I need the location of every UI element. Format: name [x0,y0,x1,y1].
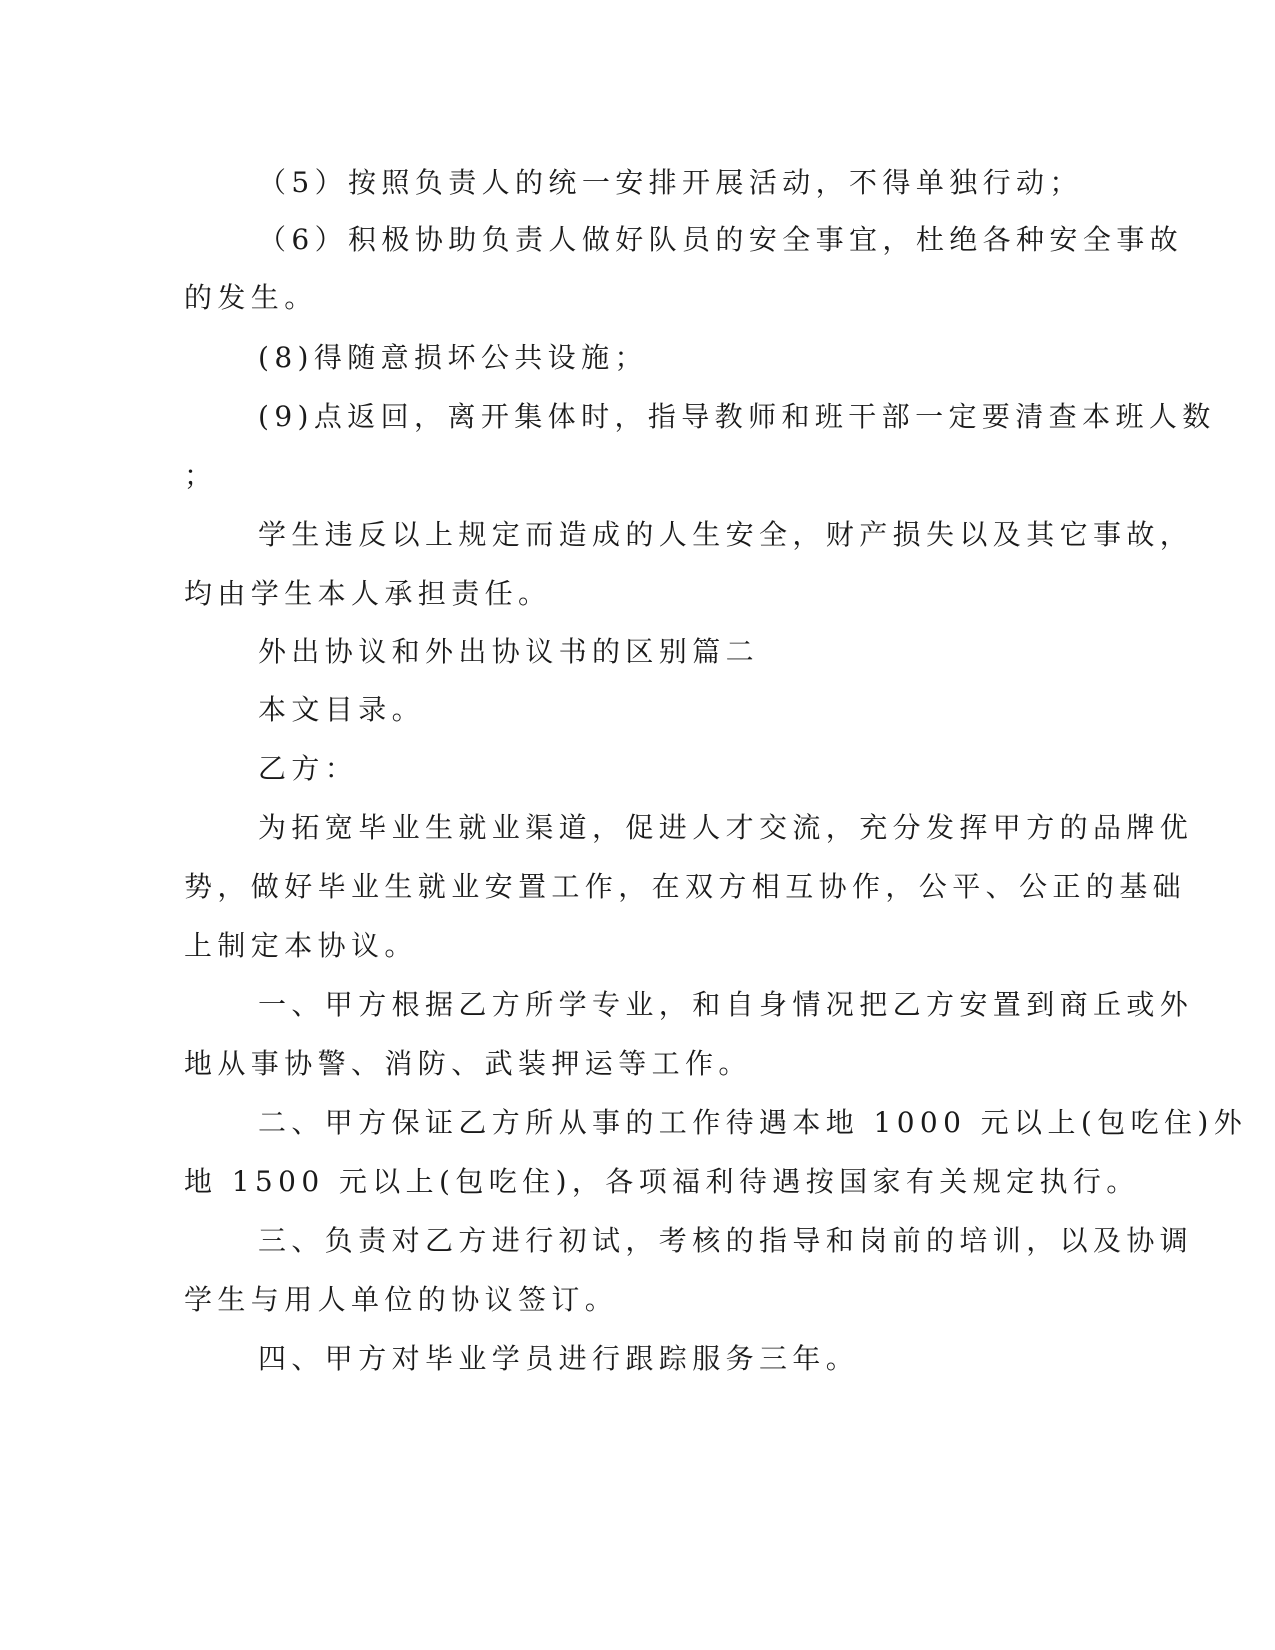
text-line-item-6-cont: 的发生。 [184,281,318,314]
text-line-purpose: 为拓宽毕业生就业渠道，促进人才交流，充分发挥甲方的品牌优 [258,811,1194,844]
text-line-toc: 本文目录。 [258,693,426,726]
text-line-clause-2: 二、甲方保证乙方所从事的工作待遇本地 1000 元以上(包吃住)外 [258,1106,1248,1139]
section-heading: 外出协议和外出协议书的区别篇二 [258,635,760,668]
text-line-item-6: （6）积极协助负责人做好队员的安全事宜，杜绝各种安全事故 [258,223,1184,256]
text-line-clause-3: 三、负责对乙方进行初试，考核的指导和岗前的培训，以及协调 [258,1224,1194,1257]
text-line-clause-1: 一、甲方根据乙方所学专业，和自身情况把乙方安置到商丘或外 [258,988,1194,1021]
text-line-purpose-cont-2: 上制定本协议。 [184,929,418,962]
text-line-clause-3-cont: 学生与用人单位的协议签订。 [184,1283,619,1316]
text-line-purpose-cont-1: 势，做好毕业生就业安置工作，在双方相互协作，公平、公正的基础 [184,870,1187,903]
text-line-party-b: 乙方： [258,752,359,785]
text-line-liability-cont: 均由学生本人承担责任。 [184,577,552,610]
text-line-item-9: (9)点返回，离开集体时，指导教师和班干部一定要清查本班人数 [258,400,1216,433]
text-line-clause-2-cont: 地 1500 元以上(包吃住)，各项福利待遇按国家有关规定执行。 [184,1165,1140,1198]
text-line-clause-1-cont: 地从事协警、消防、武装押运等工作。 [184,1047,752,1080]
text-line-item-8: (8)得随意损坏公共设施； [258,341,648,374]
text-line-item-5: （5）按照负责人的统一安排开展活动，不得单独行动； [258,166,1083,199]
text-line-clause-4: 四、甲方对毕业学员进行跟踪服务三年。 [258,1342,860,1375]
text-line-item-9-cont: ； [184,459,218,492]
text-line-liability: 学生违反以上规定而造成的人生安全，财产损失以及其它事故， [258,518,1194,551]
